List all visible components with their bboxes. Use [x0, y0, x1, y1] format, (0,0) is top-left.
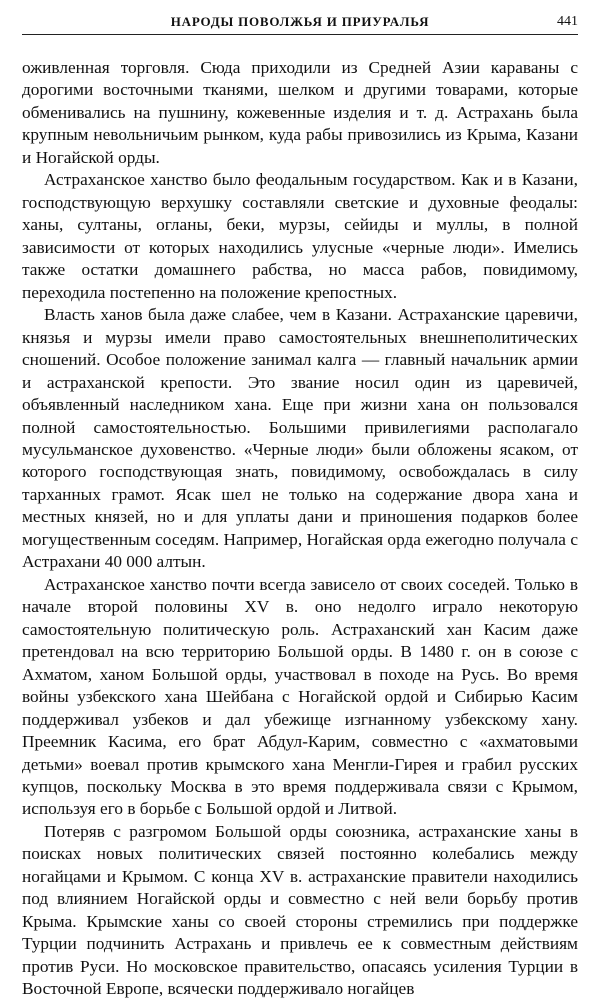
running-title: НАРОДЫ ПОВОЛЖЬЯ И ПРИУРАЛЬЯ	[170, 14, 430, 29]
page-number: 441	[557, 14, 578, 29]
paragraph-3: Власть ханов была даже слабее, чем в Казани. Астраханские царевичи, князья и мурзы имели право самостоятельных внешнеполитических сношений. Особое положение занимал калга — главный начальник армии и астраханской крепости. Это звание носил один из царевичей, объявленный наследником хана. Еще при жизни хана он пользовался полной самостоятельностью. Большими привилегиями располагало мусульманское духовенство. «Черные люди» были обложены ясаком, от которого господствующая знать, повидимому, освобождалась в силу тарханных грамот. Ясак шел не только на содержание двора хана и местных князей, но и для уплаты дани и приношения подарков более могущественным соседям. Например, Ногайская орда ежегодно получала с Астрахани 40 000 алтын.	[22, 305, 578, 572]
paragraph-4: Астраханское ханство почти всегда зависело от своих соседей. Только в начале второй половины XV в. оно недолго играло некоторую самостоятельную политическую роль. Астраханский хан Касим даже претендовал на всю территорию Большой орды. В 1480 г. он в союзе с Ахматом, ханом Большой орды, участвовал в походе на Русь. Во время войны узбекского хана Шейбана с Ногайской ордой и Сибирью Касим поддерживал узбеков и дал убежище изгнанному узбекскому хану. Преемник Касима, его брат Абдул-Карим, совместно с «ахматовыми детьми» воевал против крымского хана Менгли-Гирея и грабил русских купцов, поскольку Москва в это время поддерживала связи с Крымом, используя его в борьбе с Большой ордой и Литвой.	[22, 574, 578, 819]
body-text	[22, 57, 578, 1001]
page-header	[22, 12, 578, 35]
paragraph-5: Потеряв с разгромом Большой орды союзника, астраханские ханы в поисках новых политических связей постоянно колебались между ногайцами и Крымом. С конца XV в. астраханские правители находились под влиянием Ногайской орды и совместно с ней вели борьбу против Крыма. Крымские ханы со своей стороны стремились при поддержке Турции подчинить Астрахань и привлечь ее к совместным действиям против Руси. Но московское правительство, опасаясь усиления Турции в Восточной Европе, всячески поддерживало ногайцев	[22, 821, 578, 999]
paragraph-2: Астраханское ханство было феодальным государством. Как и в Казани, господствующую верхушку составляли светские и духовные феодалы: ханы, султаны, огланы, беки, мурзы, сейиды и муллы, в полной зависимости от которых находились улусные «черные люди». Имелись также остатки домашнего рабства, но масса рабов, повидимому, переходила постепенно на положение крепостных.	[22, 170, 578, 302]
paragraph-1: оживленная торговля. Сюда приходили из Средней Азии караваны с дорогими восточными тканями, шелком и другими товарами, которые обменивались на пушнину, кожевенные изделия и т. д. Астрахань была крупным невольничьим рынком, куда рабы привозились из Крыма, Казани и Ногайской орды.	[22, 58, 578, 167]
